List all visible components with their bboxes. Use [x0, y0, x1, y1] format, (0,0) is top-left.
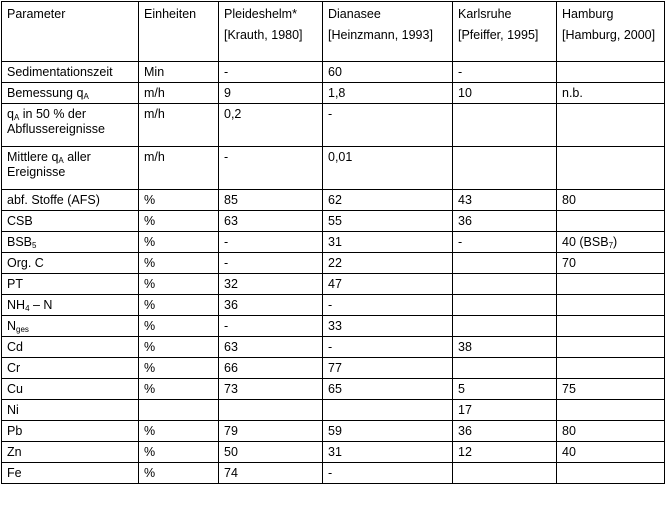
param-label: abf. Stoffe (AFS)	[7, 193, 100, 207]
value-text: 9	[224, 86, 231, 100]
value-cell	[453, 400, 557, 421]
value-cell	[557, 316, 665, 337]
param-cell	[2, 400, 139, 421]
table-row	[2, 463, 665, 484]
value-text: 55	[328, 214, 342, 228]
table-row	[2, 442, 665, 463]
value-text: 85	[224, 193, 238, 207]
value-text: 60	[328, 65, 342, 79]
param-subscript: 4	[25, 304, 30, 313]
param-cell	[2, 295, 139, 316]
value-cell	[219, 337, 323, 358]
param-label: Bemessung q	[7, 86, 84, 100]
param-label: Cd	[7, 340, 23, 354]
param-label-rest: aller Ereignisse	[7, 150, 91, 179]
param-cell	[2, 253, 139, 274]
value-cell	[323, 463, 453, 484]
value-cell	[323, 442, 453, 463]
value-cell	[557, 442, 665, 463]
header-col-2	[323, 2, 453, 62]
param-label-rest: – N	[29, 298, 53, 312]
unit-cell	[139, 400, 219, 421]
value-text: 31	[328, 445, 342, 459]
value-text: 77	[328, 361, 342, 375]
param-cell	[2, 232, 139, 253]
value-cell	[453, 442, 557, 463]
value-text: 65	[328, 382, 342, 396]
col-name: Karlsruhe	[458, 7, 512, 21]
param-label: Mittlere q	[7, 150, 59, 164]
unit-cell: %	[139, 211, 219, 232]
value-cell	[557, 190, 665, 211]
unit-cell: %	[139, 190, 219, 211]
value-cell	[557, 358, 665, 379]
value-cell	[453, 274, 557, 295]
value-text: 38	[458, 340, 472, 354]
unit-cell: %	[139, 463, 219, 484]
value-cell	[557, 400, 665, 421]
param-subscript: A	[13, 113, 20, 122]
value-cell	[453, 83, 557, 104]
value-subscript: 7	[608, 241, 614, 250]
table-row	[2, 274, 665, 295]
value-text: n.b.	[562, 86, 583, 100]
table-row	[2, 190, 665, 211]
table-row	[2, 104, 665, 147]
value-cell	[323, 253, 453, 274]
param-label: NH	[7, 298, 26, 312]
table-row	[2, 421, 665, 442]
param-label: Cu	[7, 382, 23, 396]
col-source: [Hamburg, 2000]	[562, 28, 656, 42]
value-cell	[219, 316, 323, 337]
header-row	[2, 2, 665, 62]
table-row	[2, 253, 665, 274]
value-text: 12	[458, 445, 472, 459]
param-cell	[2, 442, 139, 463]
value-text: 63	[224, 340, 238, 354]
value-cell	[453, 211, 557, 232]
value-cell	[453, 104, 557, 147]
value-text: 75	[562, 382, 576, 396]
value-cell	[453, 316, 557, 337]
unit-cell: %	[139, 379, 219, 400]
value-text: -	[224, 65, 229, 79]
value-text: 66	[224, 361, 238, 375]
value-cell	[557, 62, 665, 83]
param-label-rest: in 50 % der Abflussereignisse	[7, 107, 105, 136]
value-text: -	[224, 150, 229, 164]
table-row	[2, 232, 665, 253]
header-col-1	[219, 2, 323, 62]
param-label: Sedimentationszeit	[7, 65, 113, 79]
value-cell	[219, 104, 323, 147]
param-cell	[2, 421, 139, 442]
value-cell	[219, 442, 323, 463]
value-cell	[557, 379, 665, 400]
value-cell	[453, 358, 557, 379]
param-label: Ni	[7, 403, 19, 417]
value-cell	[323, 83, 453, 104]
value-text: 47	[328, 277, 342, 291]
parameter-table	[1, 1, 665, 484]
value-text: 80	[562, 424, 576, 438]
unit-cell: %	[139, 253, 219, 274]
value-cell	[453, 253, 557, 274]
unit-cell: m/h	[139, 83, 219, 104]
value-cell	[323, 316, 453, 337]
value-cell	[453, 147, 557, 190]
unit-cell: %	[139, 421, 219, 442]
value-cell	[219, 463, 323, 484]
param-subscript: A	[83, 92, 89, 101]
value-text: 33	[328, 319, 342, 333]
value-text: -	[328, 466, 333, 480]
value-cell	[323, 62, 453, 83]
param-cell	[2, 62, 139, 83]
value-cell	[557, 253, 665, 274]
value-text: 22	[328, 256, 342, 270]
header-parameter: Parameter	[2, 2, 139, 62]
col-name: Pleideshelm*	[224, 7, 297, 21]
unit-cell: %	[139, 274, 219, 295]
value-cell	[323, 104, 453, 147]
table-row	[2, 400, 665, 421]
value-cell	[323, 358, 453, 379]
value-text: -	[328, 298, 333, 312]
value-cell	[219, 295, 323, 316]
value-cell	[323, 295, 453, 316]
unit-cell: %	[139, 316, 219, 337]
value-text: -	[328, 340, 333, 354]
table-row	[2, 83, 665, 104]
value-text: 5	[458, 382, 465, 396]
col-name: Dianasee	[328, 7, 381, 21]
value-cell	[557, 421, 665, 442]
param-cell	[2, 211, 139, 232]
value-cell	[453, 232, 557, 253]
value-cell	[219, 62, 323, 83]
value-cell	[323, 190, 453, 211]
value-text: 73	[224, 382, 238, 396]
param-label: Cr	[7, 361, 21, 375]
param-cell	[2, 190, 139, 211]
value-text: 36	[458, 424, 472, 438]
value-cell	[219, 379, 323, 400]
table-row	[2, 379, 665, 400]
value-text: 80	[562, 193, 576, 207]
value-cell	[323, 147, 453, 190]
value-cell	[323, 337, 453, 358]
value-cell	[557, 147, 665, 190]
unit-cell: m/h	[139, 104, 219, 147]
value-text: -	[224, 256, 229, 270]
value-text: 62	[328, 193, 342, 207]
unit-cell: %	[139, 337, 219, 358]
value-cell	[557, 463, 665, 484]
param-label: Pb	[7, 424, 23, 438]
value-text: -	[458, 235, 463, 249]
value-cell	[453, 379, 557, 400]
value-text: 0,2	[224, 107, 242, 121]
value-cell	[557, 274, 665, 295]
value-cell	[453, 421, 557, 442]
table-row	[2, 337, 665, 358]
param-subscript: A	[58, 156, 64, 165]
table-row	[2, 358, 665, 379]
value-text: 32	[224, 277, 238, 291]
value-cell	[219, 147, 323, 190]
table-row	[2, 316, 665, 337]
unit-cell: %	[139, 442, 219, 463]
value-cell	[219, 232, 323, 253]
param-label: Zn	[7, 445, 22, 459]
value-cell	[557, 232, 665, 253]
value-cell	[219, 190, 323, 211]
table-row	[2, 211, 665, 232]
param-label: BSB	[7, 235, 33, 249]
value-text: -	[224, 235, 229, 249]
value-cell	[453, 62, 557, 83]
value-cell	[557, 211, 665, 232]
value-cell	[453, 463, 557, 484]
param-label: Fe	[7, 466, 22, 480]
param-subscript: 5	[32, 241, 37, 250]
value-cell	[557, 104, 665, 147]
table-row	[2, 147, 665, 190]
value-cell	[453, 337, 557, 358]
value-cell	[557, 337, 665, 358]
value-text: -	[458, 65, 463, 79]
header-col-3	[453, 2, 557, 62]
param-label: CSB	[7, 214, 33, 228]
param-label: PT	[7, 277, 23, 291]
param-cell	[2, 274, 139, 295]
value-text: 59	[328, 424, 342, 438]
value-cell	[557, 295, 665, 316]
value-cell	[323, 211, 453, 232]
table-row	[2, 62, 665, 83]
value-cell	[453, 295, 557, 316]
header-col-4	[557, 2, 665, 62]
unit-cell: %	[139, 232, 219, 253]
value-text: 17	[458, 403, 472, 417]
value-text: 50	[224, 445, 238, 459]
value-text: 10	[458, 86, 472, 100]
value-text: 43	[458, 193, 472, 207]
header-einheiten: Einheiten	[139, 2, 219, 62]
value-cell	[219, 253, 323, 274]
value-cell	[219, 421, 323, 442]
value-text: -	[224, 319, 229, 333]
value-text: 40 (BSB	[562, 235, 609, 249]
value-text: 63	[224, 214, 238, 228]
param-cell	[2, 379, 139, 400]
value-cell	[323, 421, 453, 442]
value-text: 40	[562, 445, 576, 459]
value-text: 36	[458, 214, 472, 228]
param-cell	[2, 463, 139, 484]
value-cell	[557, 83, 665, 104]
value-cell	[219, 211, 323, 232]
value-cell	[323, 379, 453, 400]
unit-cell: %	[139, 358, 219, 379]
value-text: 31	[328, 235, 342, 249]
param-cell	[2, 358, 139, 379]
value-cell	[323, 232, 453, 253]
param-cell	[2, 337, 139, 358]
param-cell	[2, 104, 139, 147]
param-subscript: ges	[16, 325, 29, 334]
param-cell	[2, 316, 139, 337]
param-label: N	[7, 319, 17, 333]
value-cell	[219, 400, 323, 421]
value-text: 70	[562, 256, 576, 270]
value-text: 74	[224, 466, 238, 480]
param-cell	[2, 83, 139, 104]
unit-cell: Min	[139, 62, 219, 83]
value-cell	[219, 274, 323, 295]
param-label: q	[7, 107, 14, 121]
value-cell	[453, 190, 557, 211]
value-text: 79	[224, 424, 238, 438]
col-source: [Krauth, 1980]	[224, 28, 303, 42]
unit-cell: m/h	[139, 147, 219, 190]
param-label: Org. C	[7, 256, 44, 270]
value-cell	[323, 274, 453, 295]
value-text: 1,8	[328, 86, 346, 100]
unit-cell: %	[139, 295, 219, 316]
col-name: Hamburg	[562, 7, 614, 21]
table-row	[2, 295, 665, 316]
value-text: -	[328, 107, 333, 121]
col-source: [Heinzmann, 1993]	[328, 28, 433, 42]
value-text: 36	[224, 298, 238, 312]
value-cell	[219, 83, 323, 104]
value-text-rest: )	[613, 235, 618, 249]
col-source: [Pfeiffer, 1995]	[458, 28, 539, 42]
value-text: 0,01	[328, 150, 353, 164]
param-cell	[2, 147, 139, 190]
value-cell	[323, 400, 453, 421]
value-cell	[219, 358, 323, 379]
